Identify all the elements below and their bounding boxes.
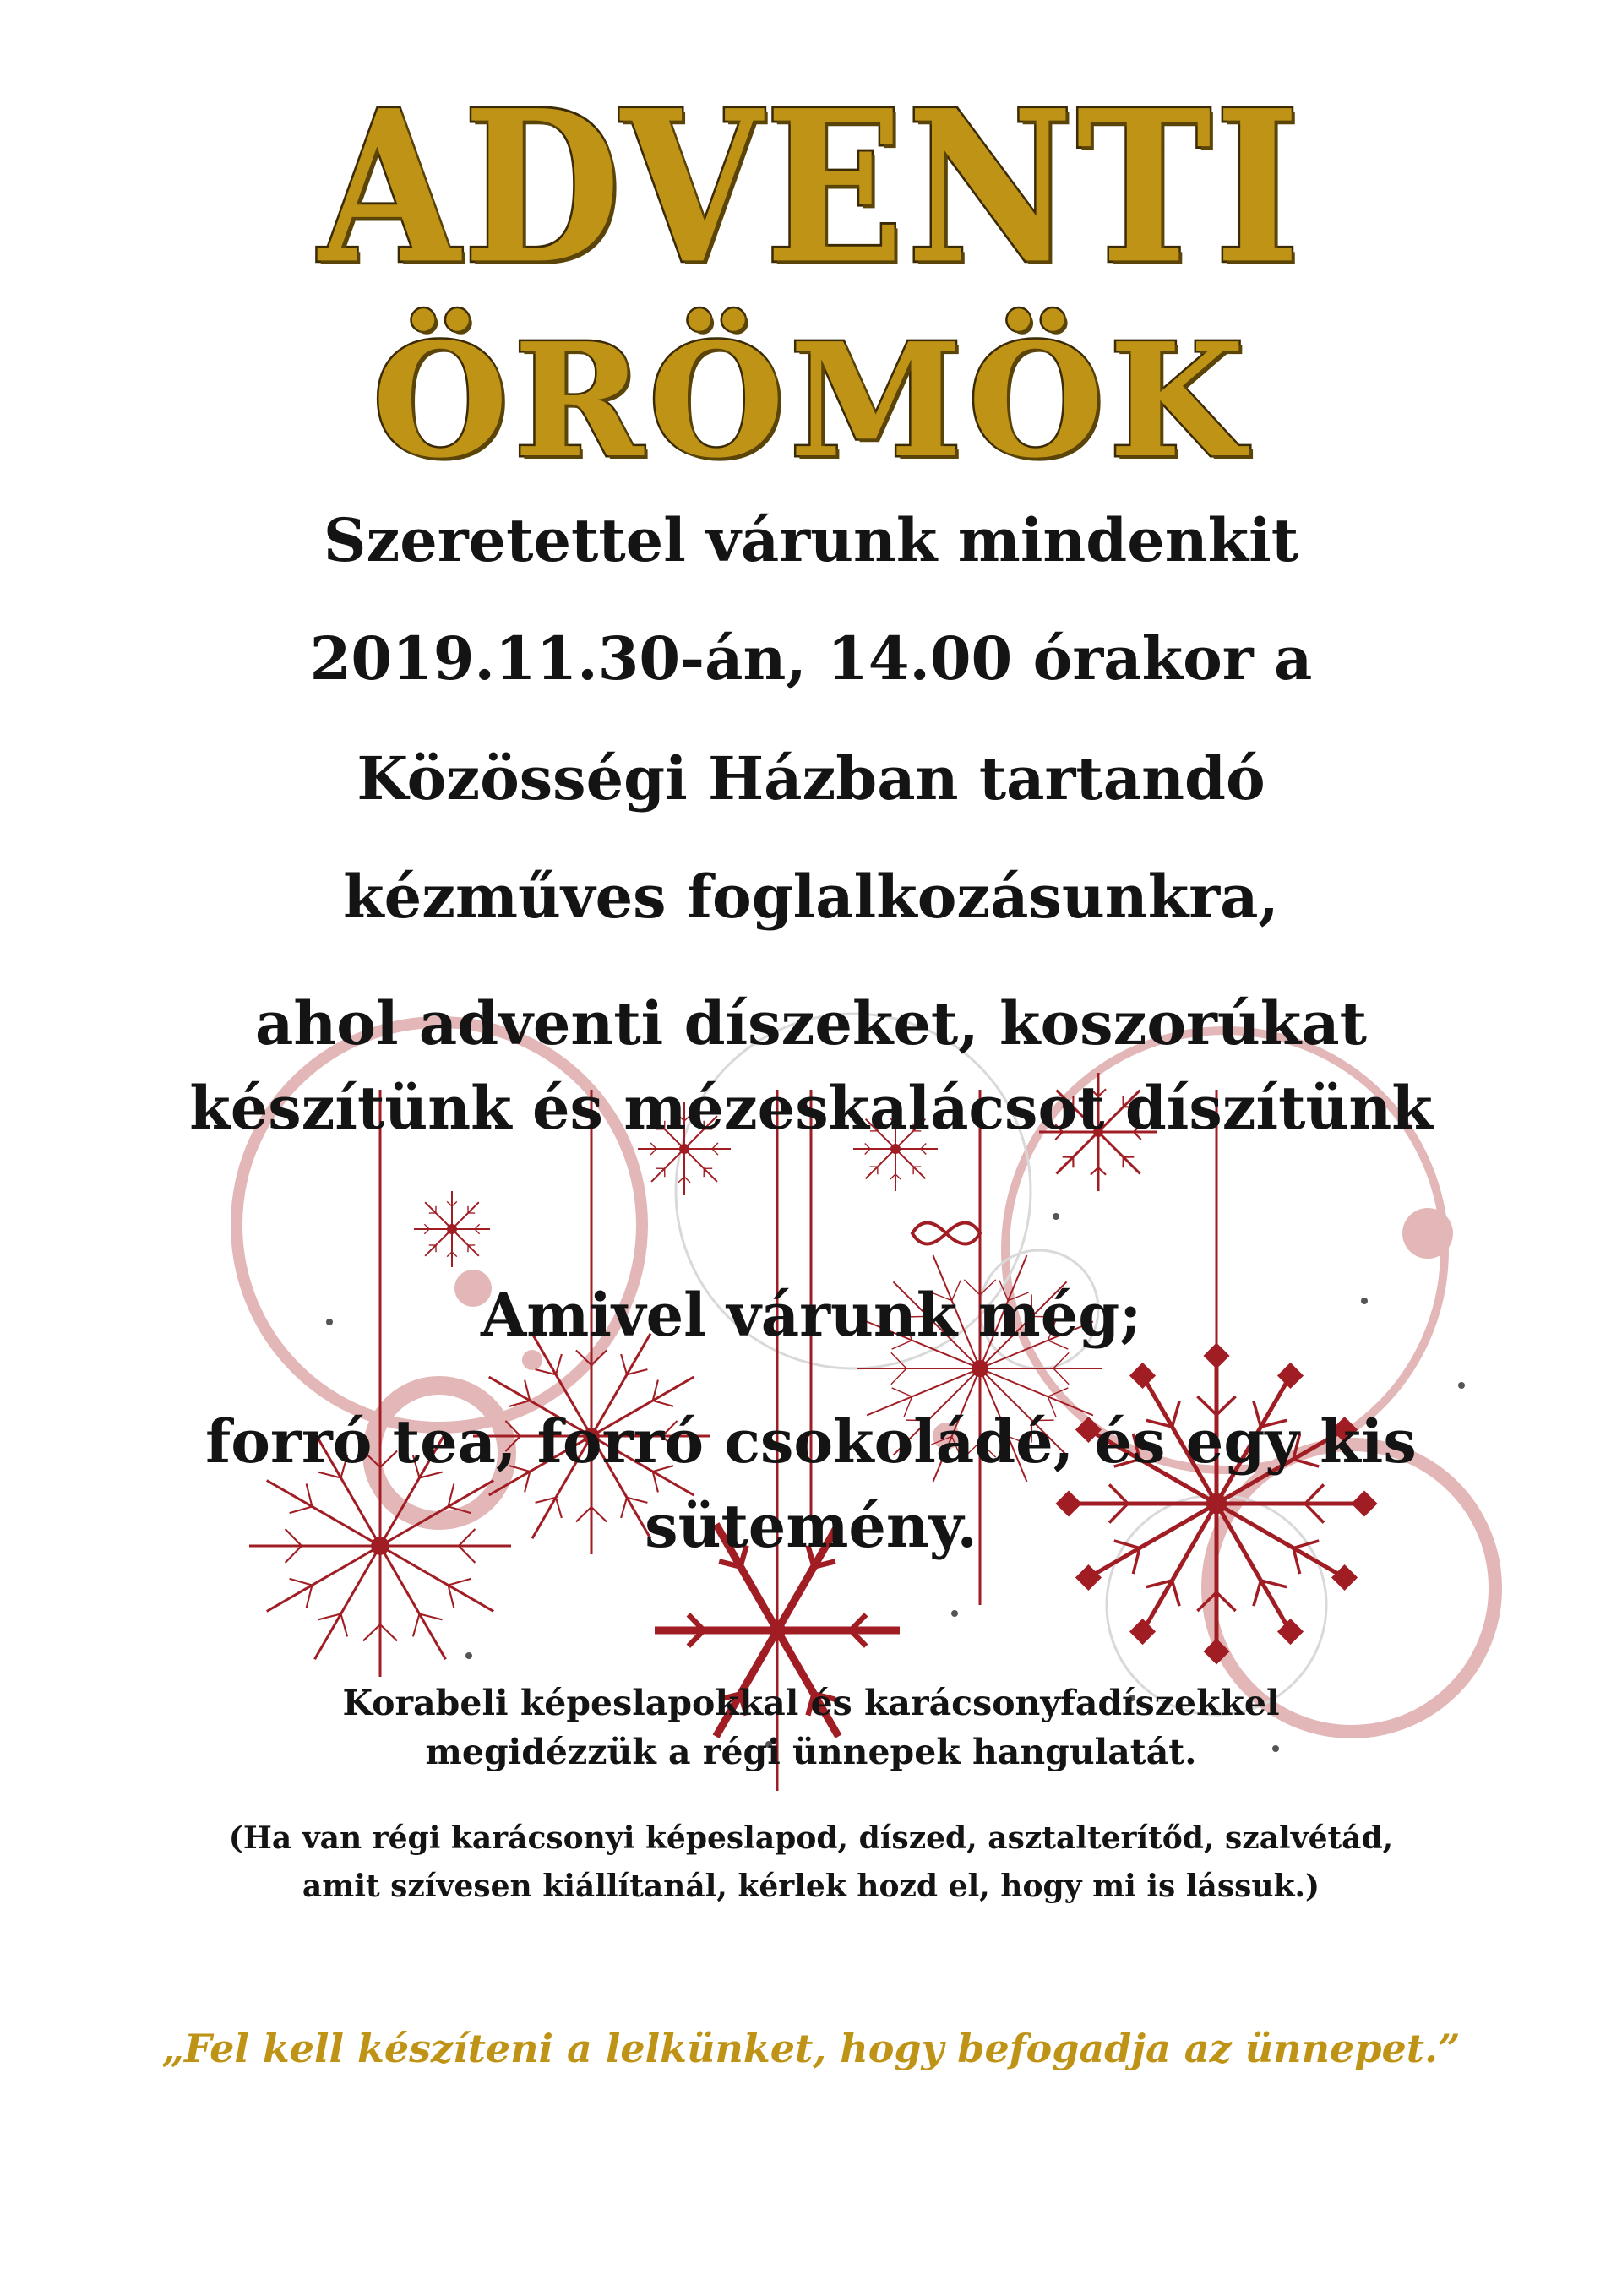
snowflake-arm [315, 1546, 381, 1659]
snowflake-branch [712, 1143, 718, 1149]
extras-line-1: forró tea, forró csokoládé, és egy kis [205, 1406, 1417, 1477]
closing-quote: „Fel kell készíteni a lelkünket, hogy befogadja az ünnepet.” [161, 2026, 1461, 2071]
snowflake-branch [290, 1579, 313, 1586]
decorative-speck [1053, 1213, 1059, 1220]
snowflake-arm [425, 1202, 452, 1229]
snowflake-arm [425, 1229, 452, 1256]
snowflake-tip [1331, 1564, 1358, 1591]
snowflake-arm [651, 1149, 684, 1182]
snowflake-branch [678, 1177, 684, 1183]
snowflake-branch [1173, 1581, 1180, 1606]
snowflake-center [972, 1360, 988, 1377]
invitation-line-5: ahol adventi díszeket, koszorúkat [255, 988, 1367, 1058]
snowflake-branch [556, 1354, 562, 1374]
invitation-line-4: kézműves foglalkozásunkra, [343, 862, 1279, 932]
snowflake-branch [712, 1149, 718, 1155]
snowflake-arm [684, 1149, 717, 1182]
snowflake-center [679, 1144, 689, 1154]
snowflake-arm [452, 1229, 479, 1256]
snowflake-branch [363, 1624, 380, 1640]
decorative-speck [1458, 1382, 1465, 1389]
decorative-speck [951, 1610, 958, 1617]
snowflake-arm [866, 1149, 895, 1178]
snowflake-branch [892, 1388, 912, 1396]
snowflake-branch [341, 1614, 348, 1637]
snowflake-branch [650, 1149, 656, 1155]
snowflake-branch [684, 1177, 690, 1183]
snowflake-branch [891, 1368, 906, 1385]
invitation-line-6: készítünk és mézeskalácsot díszítünk [189, 1073, 1433, 1143]
snowflake-center [890, 1144, 901, 1154]
request-line-1: (Ha van régi karácsonyi képeslapod, díszed, asztalterítőd, szalvétád, [228, 1820, 1394, 1856]
request-line-2: amit szívesen kiállítanál, kérlek hozd el, hogy mi is lássuk.) [302, 1869, 1320, 1904]
snowflake-branch [449, 1579, 471, 1586]
snowflake-tip [1129, 1363, 1156, 1389]
extras-heading: Amivel várunk még; [480, 1280, 1142, 1350]
snowflake-arm [895, 1149, 925, 1178]
snowflake-branch [1254, 1581, 1261, 1606]
snowflake-tip [1277, 1363, 1304, 1389]
snowflake-branch [413, 1614, 420, 1637]
snowflake-arm [380, 1546, 446, 1659]
snowflake-tip [1277, 1619, 1304, 1645]
decorative-speck [465, 1652, 472, 1659]
invitation-line-1: Szeretettel várunk mindenkit [323, 505, 1299, 575]
exhibition-line-1: Korabeli képeslapokkal és karácsonyfadíszekkel [342, 1683, 1280, 1723]
invitation-line-2: 2019.11.30-án, 14.00 órakor a [309, 623, 1313, 694]
title-line-1: ADVENTI [318, 64, 1304, 310]
snowflake-branch [1053, 1368, 1069, 1385]
snowflake-branch [653, 1401, 673, 1406]
extras-line-2: sütemény. [645, 1491, 977, 1561]
invitation-line-3: Közösségi Házban tartandó [357, 743, 1265, 813]
title-line-2: ÖRÖMÖK [372, 308, 1250, 492]
snowflake-center [769, 1622, 786, 1639]
snowflake-branch [380, 1624, 397, 1640]
snowflake-tip [1129, 1619, 1156, 1645]
snowflake-branch [621, 1354, 627, 1374]
snowflake-tip [1075, 1564, 1102, 1591]
snowflake-arm [452, 1202, 479, 1229]
decorative-dot [522, 1350, 542, 1370]
exhibition-line-2: megidézzük a régi ünnepek hangulatát. [425, 1732, 1197, 1772]
ornament-bow [912, 1223, 980, 1244]
decorative-dot [1402, 1208, 1453, 1259]
snowflake-branch [1216, 1592, 1236, 1611]
snowflake-center [447, 1224, 457, 1234]
snowflake-branch [650, 1143, 656, 1149]
